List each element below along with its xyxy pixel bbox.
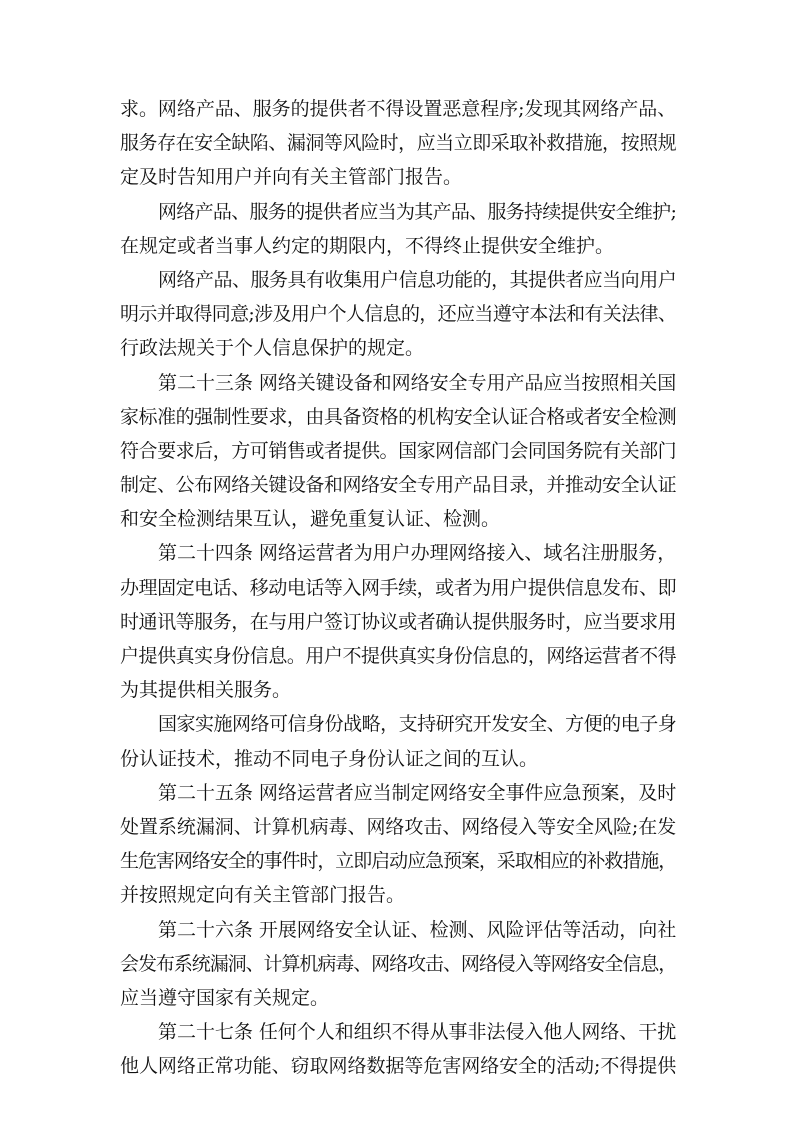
text-line: 制定、公布网络关键设备和网络安全专用产品目录，并推动安全认证 bbox=[120, 474, 676, 497]
text-line: 办理固定电话、移动电话等入网手续，或者为用户提供信息发布、即 bbox=[120, 576, 676, 599]
text-line: 会发布系统漏洞、计算机病毒、网络攻击、网络侵入等网络安全信息， bbox=[120, 952, 676, 975]
text-line: 第二十六条 开展网络安全认证、检测、风险评估等活动，向社 bbox=[158, 918, 676, 941]
text-line: 网络产品、服务具有收集用户信息功能的，其提供者应当向用户 bbox=[158, 268, 676, 291]
text-line: 生危害网络安全的事件时，立即启动应急预案，采取相应的补救措施， bbox=[120, 850, 676, 873]
text-line: 国家实施网络可信身份战略，支持研究开发安全、方便的电子身 bbox=[158, 713, 676, 736]
text-line: 时通讯等服务，在与用户签订协议或者确认提供服务时，应当要求用 bbox=[120, 610, 676, 633]
text-line: 户提供真实身份信息。用户不提供真实身份信息的，网络运营者不得 bbox=[120, 645, 676, 667]
text-line: 在规定或者当事人约定的期限内，不得终止提供安全维护。 bbox=[120, 234, 615, 257]
text-line: 明示并取得同意;涉及用户个人信息的，还应当遵守本法和有关法律、 bbox=[120, 303, 676, 326]
text-line: 处置系统漏洞、计算机病毒、网络攻击、网络侵入等安全风险;在发 bbox=[120, 815, 676, 838]
text-line: 和安全检测结果互认，避免重复认证、检测。 bbox=[120, 508, 501, 531]
text-line: 第二十三条 网络关键设备和网络安全专用产品应当按照相关国 bbox=[158, 371, 676, 394]
text-line: 家标准的强制性要求，由具备资格的机构安全认证合格或者安全检测 bbox=[120, 405, 676, 428]
body-text bbox=[120, 92, 676, 1083]
text-line: 第二十五条 网络运营者应当制定网络安全事件应急预案，及时 bbox=[158, 781, 676, 804]
text-line: 份认证技术，推动不同电子身份认证之间的互认。 bbox=[120, 747, 539, 770]
text-line: 求。网络产品、服务的提供者不得设置恶意程序;发现其网络产品、 bbox=[120, 98, 676, 120]
text-line: 为其提供相关服务。 bbox=[120, 679, 292, 702]
text-line: 第二十四条 网络运营者为用户办理网络接入、域名注册服务， bbox=[158, 542, 676, 565]
text-line: 网络产品、服务的提供者应当为其产品、服务持续提供安全维护; bbox=[158, 200, 676, 223]
text-line: 他人网络正常功能、窃取网络数据等危害网络安全的活动;不得提供 bbox=[120, 1055, 676, 1078]
text-line: 应当遵守国家有关规定。 bbox=[120, 986, 330, 1009]
text-line: 第二十七条 任何个人和组织不得从事非法侵入他人网络、干扰 bbox=[158, 1021, 676, 1044]
text-line: 行政法规关于个人信息保护的规定。 bbox=[120, 337, 425, 360]
text-line: 并按照规定向有关主管部门报告。 bbox=[120, 884, 406, 907]
text-line: 符合要求后，方可销售或者提供。国家网信部门会同国务院有关部门 bbox=[120, 439, 676, 462]
text-line: 服务存在安全缺陷、漏洞等风险时，应当立即采取补救措施，按照规 bbox=[120, 132, 676, 155]
text-line: 定及时告知用户并向有关主管部门报告。 bbox=[120, 166, 463, 189]
